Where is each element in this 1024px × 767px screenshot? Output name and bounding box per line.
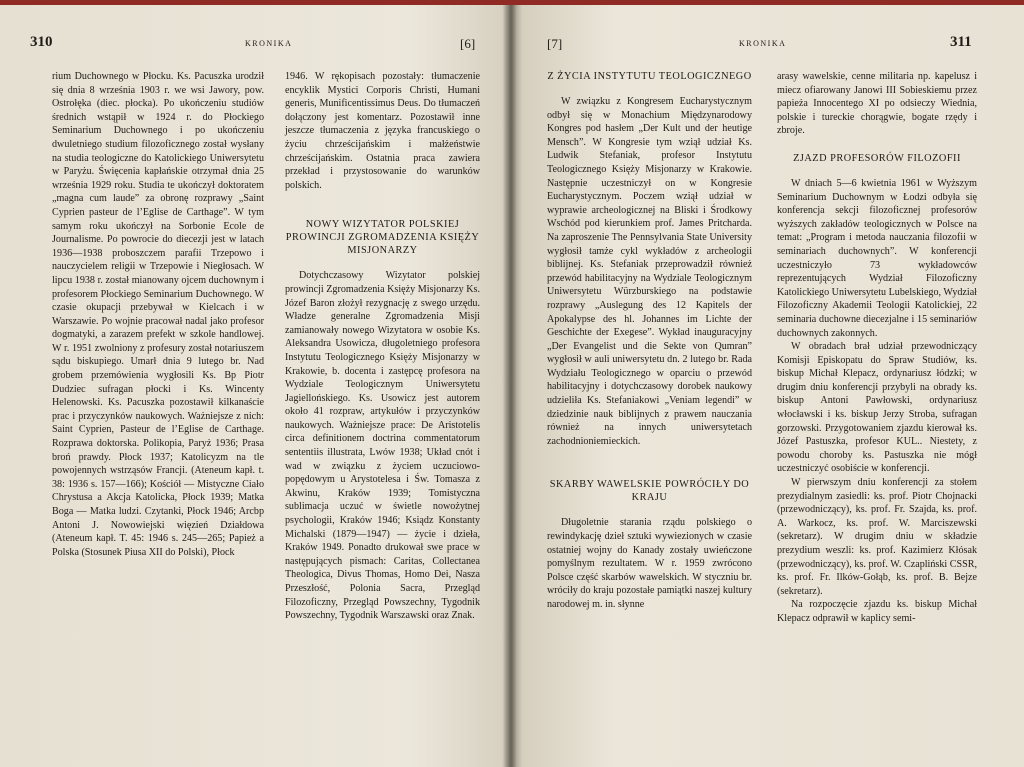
spine-fold [503,5,517,767]
right-section-marker: [7] [547,36,563,51]
left-col2-intro: 1946. W rękopisach pozostały: tłumaczenie encyklik Mystici Corporis Christi, Humani generis, Munificentissimus Deus. Do tłumaczeń dołączony jest komentarz. Pozostawił inne jeszcze tłumaczenia z języka francuskiego o życiu chrześcijańskim i małżeństwie chrześcijańskim. Ostatnia praca zawiera przekład i przystosowanie do warunków polskich. [285,71,480,191]
right-col2-intro: arasy wawelskie, cenne militaria np. kapelusz i miecz ofiarowany Janowi III Sobieskiemu przez papieża Innocentego XI po odsieczy Wiednia, polskie i tureckie chorągwie, bogate rzędy i zbroje. [777,71,977,137]
right-column-2 [777,70,977,626]
left-col2-body: Dotychczasowy Wizytator polskiej prowincji Zgromadzenia Księży Misjonarzy Ks. Józef Baron złożył rezygnację z swego urzędu. Władze generalne Zgromadzenia Misji zamianowały nowego Wizytatora w osobie Ks. Aleksandra Usowicza, długoletniego profesora Instytutu Teologicznego Księży Misjonarzy w Krakowie, b. docenta i zastępcę profesora na Wydziale Teologicznym Uniwersytetu Jagiellońskiego. Ks. Usowicz jest autorem około 41 rozpraw, artykułów i przyczynków naukowych. Ważniejsze prace: De Aristotelis circa definitionem doctrina commentatorum sententiis illustrata, Lwów 1938; Układ cnót i wad w związku z życiem uczuciowo-popędowym u Arystotelesa i Św. Tomasza z Akwinu, Kraków 1939; Tomistyczna sublimacja uczuć w świetle nowożytnej psychologii, Kraków 1946; Ksiądz Konstanty Michalski (1879—1947) — życie i dzieła, Kraków 1949. Ponadto drukował swe prace w następujących pismach: Caritas, Collectanea Theologica, Divus Thomas, Homo Dei, Nasza Przeszłość, Polonia Sacra, Przegląd Filozoficzny, Przegląd Powszechny, Tygodnik Powszechny, Tygodnik Warszawski oraz Znak. [285,270,480,622]
left-column-1 [52,70,264,559]
right-running-head: KRONIKA [739,39,787,48]
section-heading-zjazd-profesorow: ZJAZD PROFESORÓW FILOZOFII [793,152,961,164]
left-page-number: 310 [30,34,53,50]
left-column-2 [285,70,480,623]
right-col1-body1: W związku z Kongresem Eucharystycznym odbył się w Monachium Międzynarodowy Kongres pod hasłem „Der Kult und der heutige Mensch”. W Kongresie tym wziął udział Ks. Ludwik Stefaniak, profesor Instytutu Teologicznego Księży Misjonarzy w Krakowie. Następnie uczestniczył on w Kongresie Eucharystycznym. Poczem wziął udział w wyprawie archeologicznej na Bliski i Środkowy Wschód pod kierunkiem prof. James Pritcharda. Na zaproszenie The Pennsylvania State University wygłosił tamże cykl wykładów z archeologii biblijnej. Ks. Stefaniak przeprowadził również przewód habilitacyjny na Wydziale Teologicznym Uniwersytetu Würzburskiego na podstawie rozprawy „Auslegung des 12 Kapitels der Apokalypse des hl. Johannes im Lichte der Geschichte der Exegese”. Wykład inauguracyjny „Der Evangelist und die Sekte von Qumran” wygłosił w auli uniwersytetu dn. 2 lutego br. Rada Wydziału Teologicznego w oparciu o przewód habilitacyjny i dotychczasowy dorobek naukowy udzieliła Ks. Stefaniakowi „Veniam legendi” w dziedzinie nauk biblijnych z prawem nauczania również na innych uniwersytetach zachodnioniemieckich. [547,96,752,447]
right-page [517,0,1024,767]
right-col2-body1: W dniach 5—6 kwietnia 1961 w Wyższym Seminarium Duchownym w Łodzi odbyła się konferencja sekcji filozoficznej profesorów wyższych zakładów teologicznych w Polsce na temat: „Program i metoda nauczania filozofii w seminariach duchownych”. W konferencji uczestniczyło 73 wykładowców reprezentujących Wydział Filozoficzny Katolickiego Uniwersytetu Lubelskiego, Wydział Filozoficzny Akademii Teologii Katolickiej, 22 seminaria duchowne diecezjalne i 15 seminariów duchownych zakonnych. [777,177,977,339]
right-col2-body4: Na rozpoczęcie zjazdu ks. biskup Michał Klepacz odprawił w kaplicy semi- [777,599,977,624]
section-heading-z-zycia-instytutu: Z ŻYCIA INSTYTUTU TEOLOGICZNEGO [547,71,752,82]
left-page [0,0,505,767]
right-page-number: 311 [950,34,972,50]
left-section-marker: [6] [460,36,476,51]
section-heading-nowy-wizytator: NOWY WIZYTATOR POLSKIEJ PROWINCJI ZGROMADZENIA KSIĘŻY MISJONARZY [285,219,480,257]
right-col2-body2: W obradach brał udział przewodniczący Komisji Episkopatu do Spraw Studiów, ks. biskup Michał Klepacz, ordynariusz łódzki; w drugim dniu konferencji przybyli na obrady ks. biskup Antoni Pawłowski, ordynariusz włocławski i ks. biskup Jerzy Stroba, sufragan gorzowski. Przygotowaniem zjazdu kierował ks. Józef Pastuszka, profesor KUL.. Niestety, z powodu choroby ks. Pastuszka nie mógł uczestniczyć osobiście w konferencji. [777,341,977,475]
left-running-head: KRONIKA [245,39,293,48]
right-column-1 [547,70,752,612]
right-col1-body2: Długoletnie starania rządu polskiego o rewindykację dzieł sztuki wywiezionych w czasie ostatniej wojny do Kanady zostały uwieńczone pomyślnym rezultatem. W r. 1959 zwrócono Polsce część skarbów wawelskich. W styczniu br. wróciły do kraju pozostałe pamiątki naszej kultury narodowej m. in. słynne [547,517,752,610]
section-heading-skarby-wawelskie: SKARBY WAWELSKIE POWRÓCIŁY DO KRAJU [549,479,750,504]
right-col2-body3: W pierwszym dniu konferencji za stołem prezydialnym zasiedli: ks. prof. Piotr Chojnacki (przewodniczący), ks. prof. Fr. Szajda, ks. prof. A. Warkocz, ks. prof. W. Marciszewski (sekretarz). W drugim dniu w składzie prezydium weszli: ks. prof. Kazimierz Kłósak (przewodniczący), ks. prof. W. Czapliński CSSR, ks. prof. Fr. Ilków-Gołąb, ks. prof. B. Bejze (sekretarz). [777,477,977,597]
left-col1-text: rium Duchownego w Płocku. Ks. Pacuszka urodził się dnia 8 września 1903 r. we wsi Jawory, pow. Ostrołęka (diec. płocka). Po ukończeniu studiów średnich wstąpił w 1924 r. do Płockiego Seminarium Duchownego i po ukończeniu dwuletniego studium filozoficznego został wysłany na studia teologiczne do Katolickiego Uniwersytetu w Paryżu. Święcenia kapłańskie otrzymał dnia 25 września 1929 roku. Studia te ukończył doktoratem „magna cum laude” za obronę rozprawy „Saint Cyprien pasteur de l’Eglise de Carthage”. W tym samym roku ukończył na Sorbonie Ecole de Journalisme. Po powrocie do diecezji jest w latach 1936—1938 proboszczem parafii Trzepowo i nauczycielem religii w Trzepowie i Niegłosach. W lipcu 1938 r. został mianowany ojcem duchownym i profesorem Płockiego Seminarium Duchownego. W czasie okupacji przebywał w Kielcach i w Warszawie. Po wojnie pracował nadal jako profesor dogmatyki, a zarazem prefekt w szkole handlowej. W r. 1951 zwolniony z profesury został notariuszem sądu biskupiego. Umarł dnia 9 lutego br. Nad grobem przemówienia wygłosili Ks. Bp Piotr Dudziec sufragan płocki i Ks. Wincenty Helenowski. Ks. Pacuszka pozostawił kilkanaście prac i przyczynków naukowych. Ważniejsze z nich: Saint Cyprien, Pasteur de l’Eglise de Carthage. Rozprawa doktorska. Polikopia, Paryż 1936; Prasa broń prawdy. Płock 1937; Katolicyzm na tle powojennych wstrząsów Francji. (Ateneum kapł. t. 38: 1936 s. 157—166); Kościół — Mistyczne Ciało Chrystusa a Akcja Katolicka, Płock 1939; Matka Boga — Matka ludzi. Czytanki, Płock 1946; Arcbp Antoni J. Nowowiejski więzień Działdowa (Ateneum kapł. T. 45: 1946 s. 245—265; Papież a Polska (Stosunek Piusa XII do Polski), Płock [52,71,264,558]
